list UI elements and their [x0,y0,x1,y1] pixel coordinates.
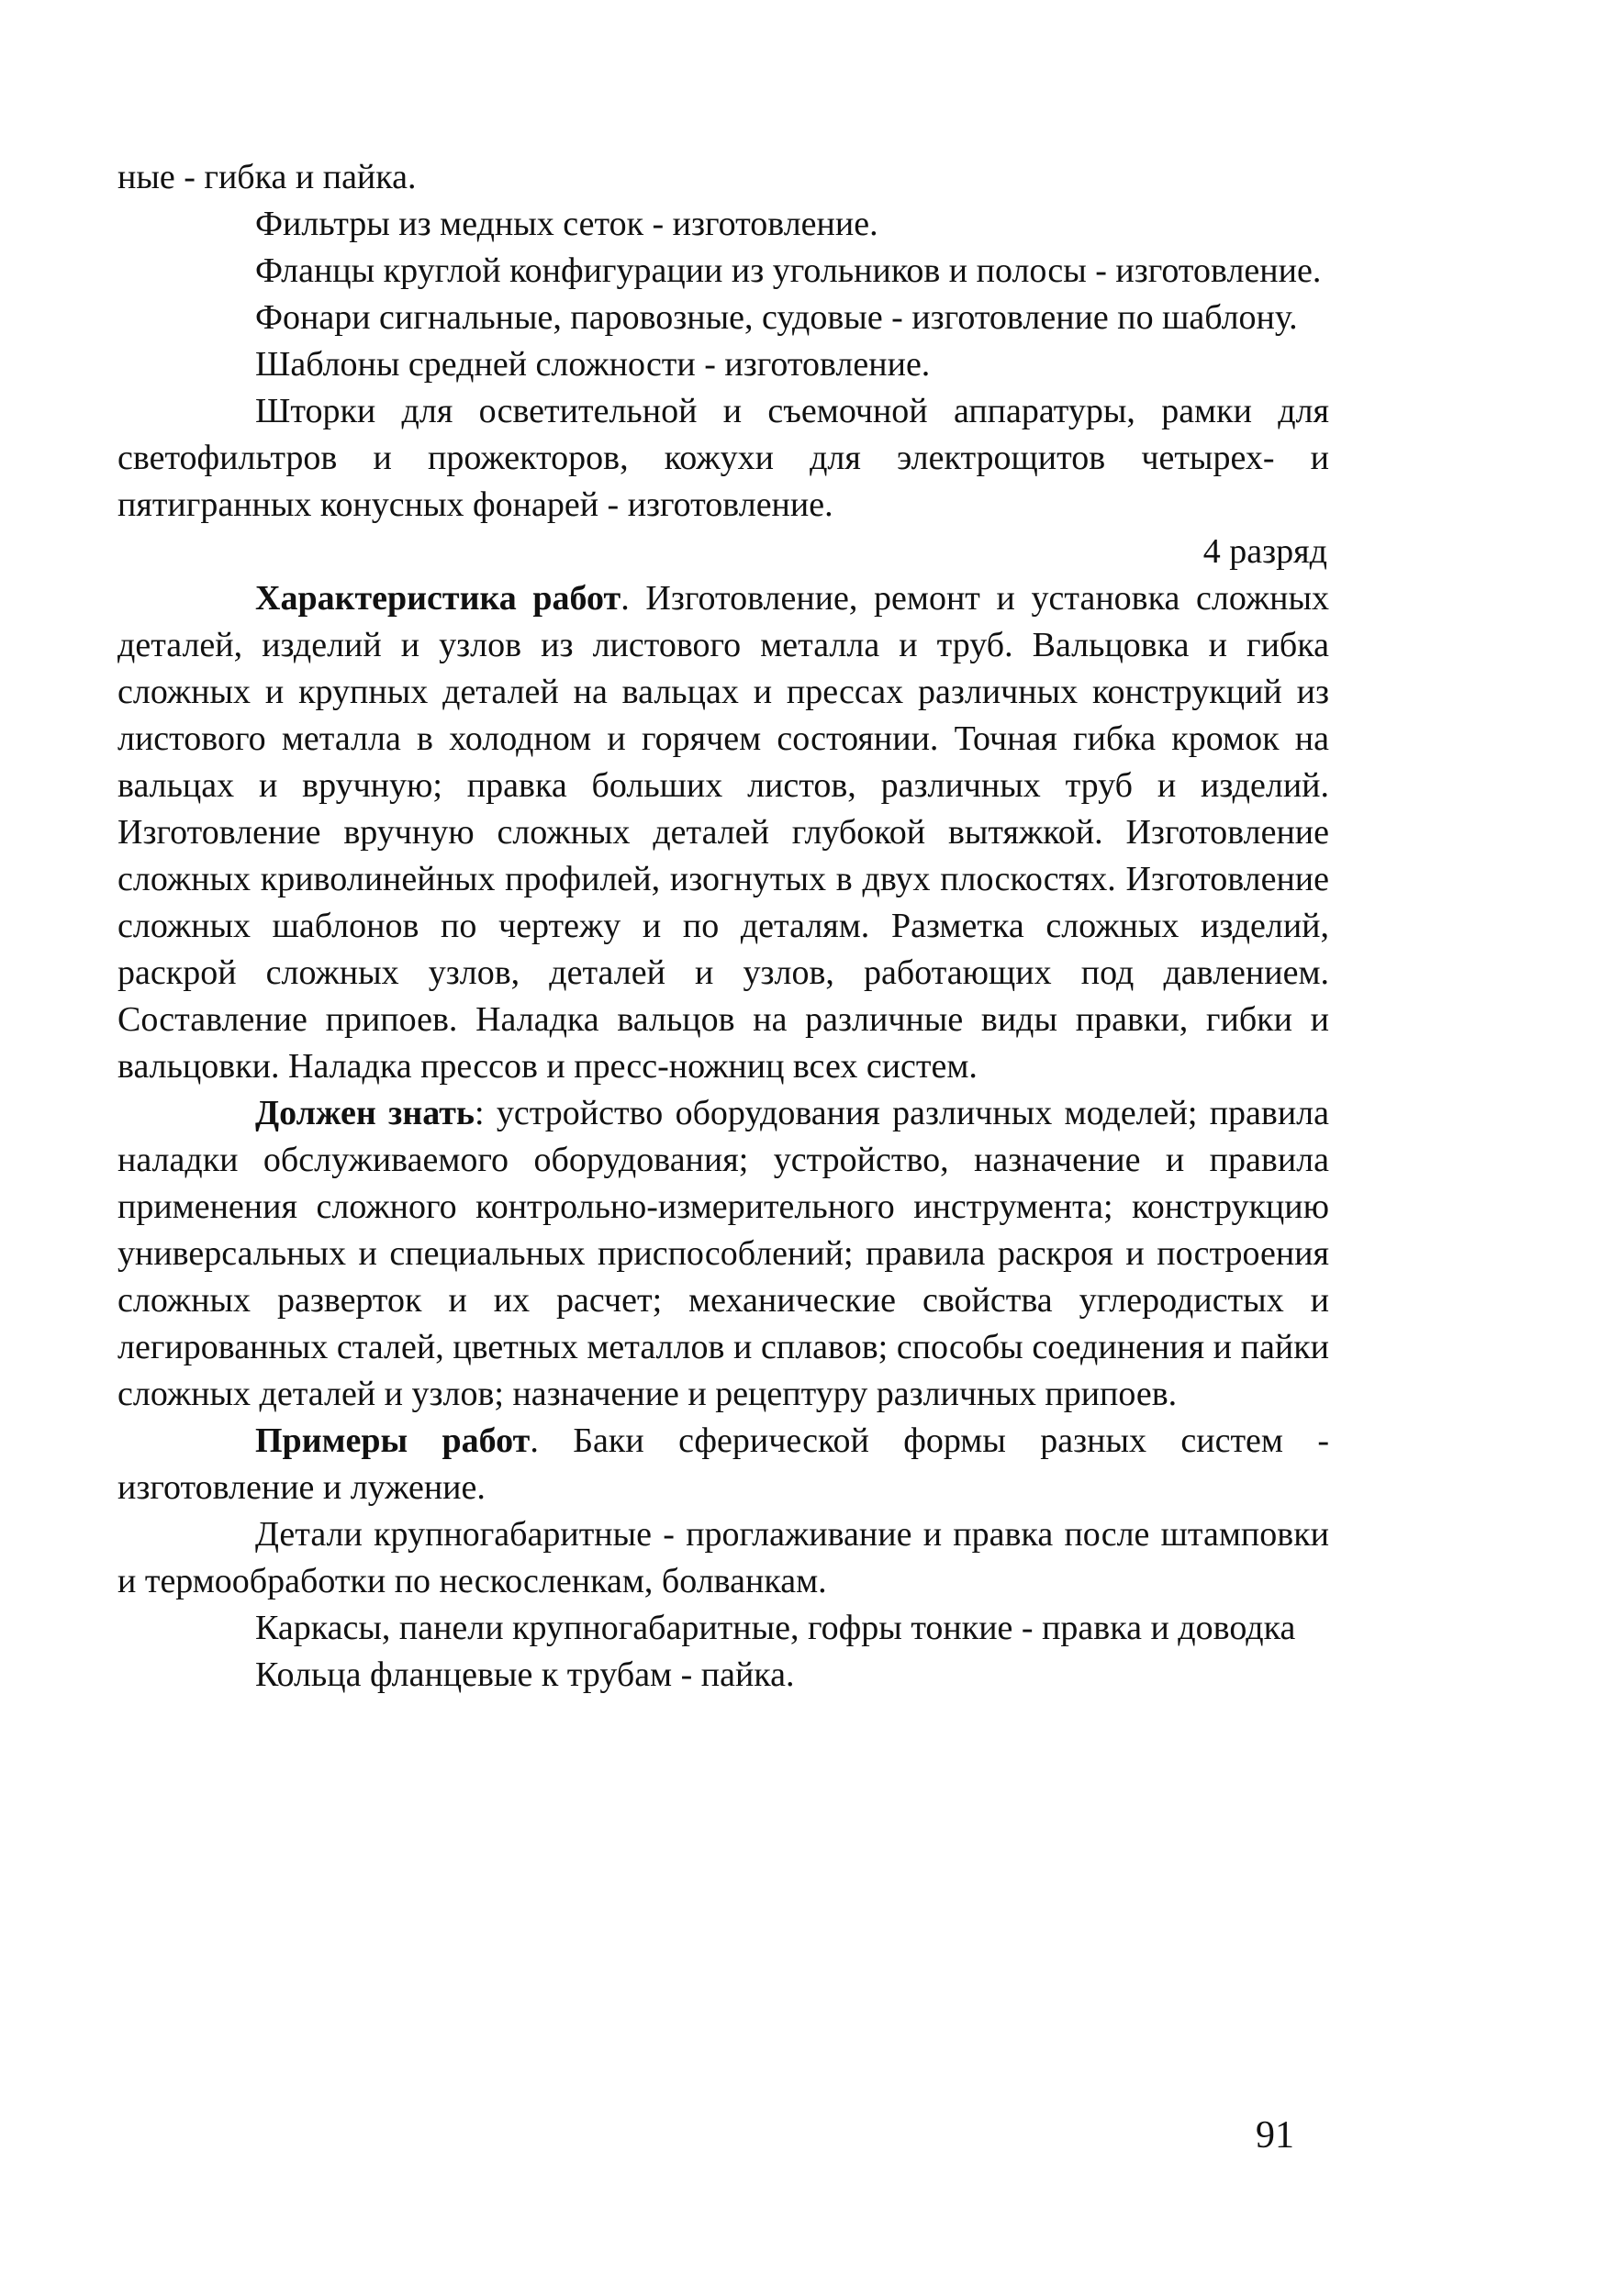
page-number: 91 [1256,2114,1294,2157]
grade-heading: 4 разряд [1202,532,1327,571]
paragraph-lanterns: Фонари сигнальные, паровозные, судовые - изготовление по шаблону. [255,298,1298,337]
examples-lead: Примеры работ [255,1421,531,1460]
must-know-text: : устройство оборудования различных моделей; правила наладки обслуживаемого оборудования; устройство, назначение и правила применения сложного контрольно-измерительного инструмента; конструкцию универсальных и специальных приспособлений; правила раскроя и построения сложных разверток и их расчет; механические свойства углеродистых и легированных сталей, цветных металлов и сплавов; способы соединения и пайки сложных деталей и узлов; назначение и рецептуру различных припоев. [117,1094,1330,1413]
paragraph-mesh-filters: Фильтры из медных сеток - изготовление. [255,205,878,243]
paragraph-templates: Шаблоны средней сложности - изготовление. [255,345,931,384]
examples-text: . Баки сферической формы разных систем - изготовление и лужение. [117,1421,1329,1507]
paragraph-work-characteristics [117,575,1329,1090]
paragraph-shutters: Шторки для осветительной и съемочной аппаратуры, рамки для светофильтров и прожекторов, кожухи для электрощитов четырех- и пятигранных конусных фонарей - изготовление. [117,392,1329,524]
paragraph-continuation: ные - гибка и пайка. [117,158,417,196]
characteristics-lead: Характеристика работ [255,579,621,618]
paragraph-frames-panels: Каркасы, панели крупногабаритные, гофры тонкие - правка и доводка [255,1609,1296,1647]
must-know-lead: Должен знать [255,1094,475,1132]
document-body [117,154,1329,1699]
paragraph-flange-rings: Кольца фланцевые к трубам - пайка. [255,1655,795,1694]
paragraph-flanges: Фланцы круглой конфигурации из угольников и полосы - изготовление. [255,251,1322,290]
paragraph-work-examples [117,1418,1329,1511]
paragraph-large-parts: Детали крупногабаритные - проглаживание и правка после штамповки и термообработки по нескосленкам, болванкам. [117,1515,1329,1600]
characteristics-text: . Изготовление, ремонт и установка сложных деталей, изделий и узлов из листового металла и труб. Вальцовка и гибка сложных и крупных деталей на вальцах и прессах различных конструкций из листового металла в холодном и горячем состоянии. Точная гибка кромок на вальцах и вручную; правка больших листов, различных труб и изделий. Изготовление вручную сложных деталей глубокой вытяжкой. Изготовление сложных криволинейных профилей, изогнутых в двух плоскостях. Изготовление сложных шаблонов по чертежу и по деталям. Разметка сложных изделий, раскрой сложных узлов, деталей и узлов, работающих под давлением. Составление припоев. Наладка вальцов на различные виды правки, гибки и вальцовки. Наладка прессов и пресс-ножниц всех систем. [117,579,1329,1086]
paragraph-must-know [117,1090,1329,1418]
